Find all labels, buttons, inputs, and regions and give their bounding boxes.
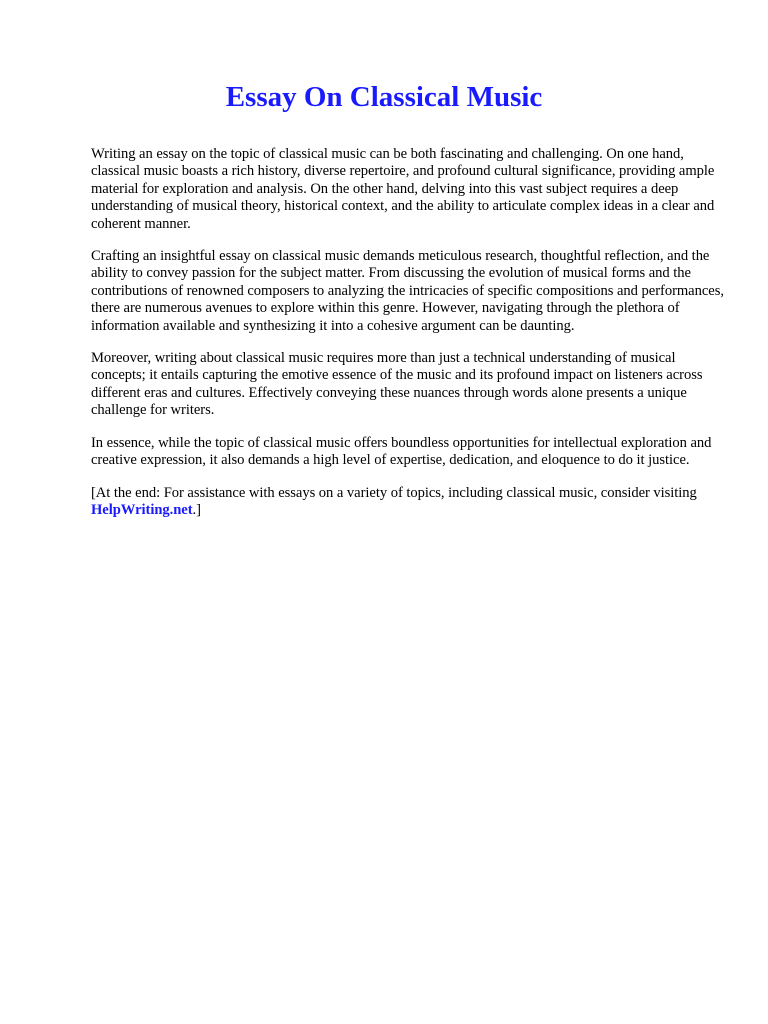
document-title: Essay On Classical Music — [225, 81, 543, 113]
closing-prefix: [At the end: For assistance with essays on a variety of topics, including classical music, consider visiting — [91, 484, 697, 501]
paragraph-2: Crafting an insightful essay on classical music demands meticulous research, thoughtful reflection, and the ability to convey passion for the subject matter. From discussing the evolution of musical forms and the contributions of renowned composers to analyzing the intricacies of specific compositions and performances, there are numerous avenues to explore within this genre. However, navigating through the plethora of information available and synthesizing it into a cohesive argument can be daunting. — [91, 248, 724, 334]
document-body — [91, 146, 727, 534]
paragraph-3: Moreover, writing about classical music requires more than just a technical understanding of musical concepts; it entails capturing the emotive essence of the music and its profound impact on listeners across different eras and cultures. Effectively conveying these nuances through words alone presents a unique challenge for writers. — [91, 350, 703, 419]
closing-suffix: .] — [192, 501, 201, 518]
paragraph-4: In essence, while the topic of classical music offers boundless opportunities for intellectual exploration and creative expression, it also demands a high level of expertise, dedication, and eloquence to do it justice. — [91, 434, 712, 469]
closing-paragraph — [91, 485, 727, 520]
paragraph-1: Writing an essay on the topic of classical music can be both fascinating and challenging. On one hand, classical music boasts a rich history, diverse repertoire, and profound cultural significance, providing ample material for exploration and analysis. On the other hand, delving into this vast subject requires a deep understanding of musical theory, historical context, and the ability to articulate complex ideas in a clear and coherent manner. — [91, 146, 715, 232]
helpwriting-link[interactable]: HelpWriting.net — [91, 501, 193, 518]
